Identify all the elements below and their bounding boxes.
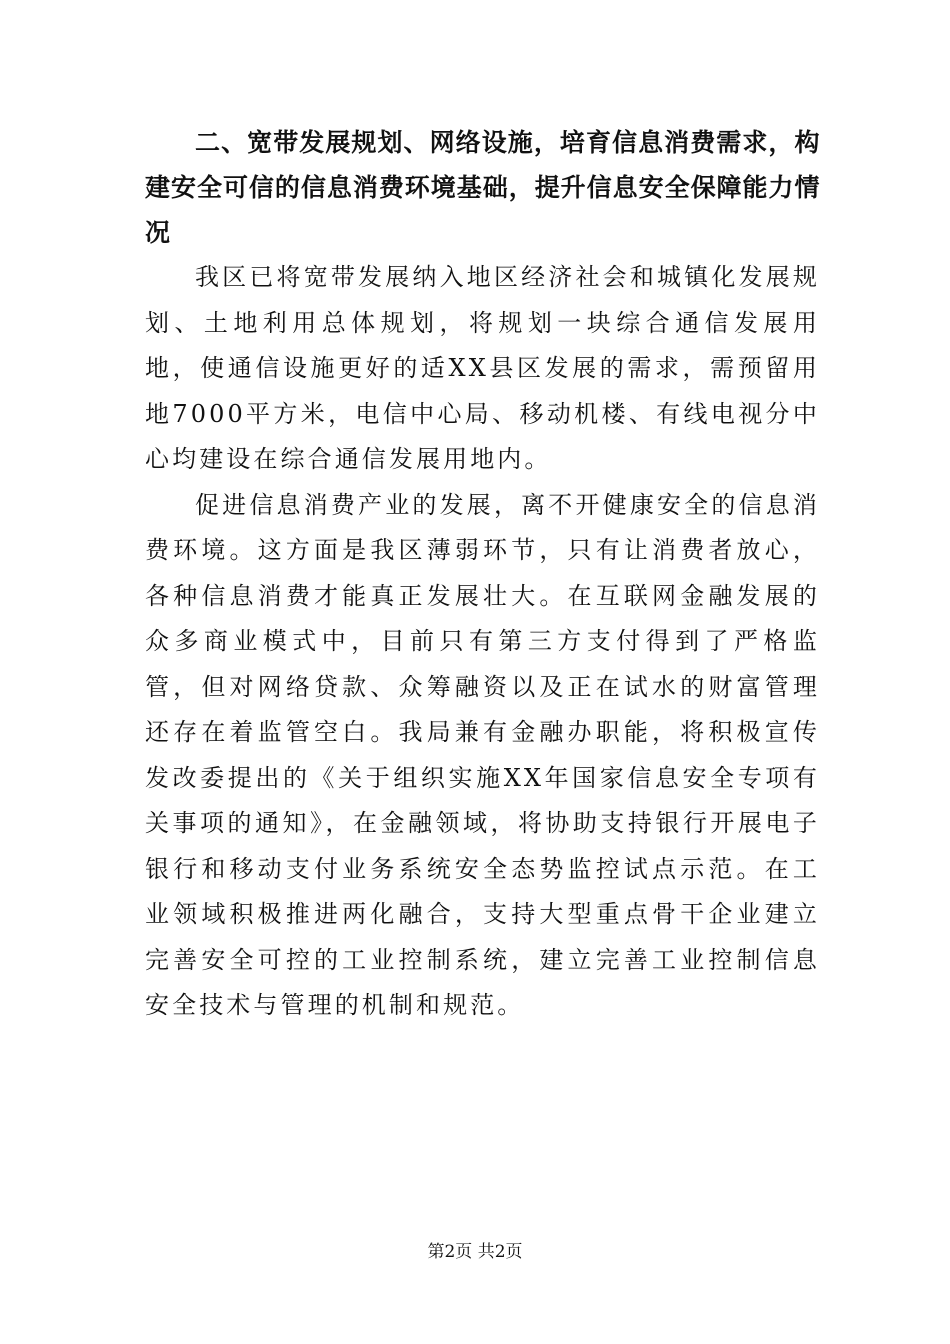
paragraph-info-security: 促进信息消费产业的发展，离不开健康安全的信息消费环境。这方面是我区薄弱环节，只有让消费者放心，各种信息消费才能真正发展壮大。在互联网金融发展的众多商业模式中，目前只有第三方支付得到了严格监管，但对网络贷款、众筹融资以及正在试水的财富管理还存在着监管空白。我局兼有金融办职能，将积极宣传发改委提出的《关于组织实施XX年国家信息安全专项有关事项的通知》，在金融领域，将协助支持银行开展电子银行和移动支付业务系统安全态势监控试点示范。在工业领域积极推进两化融合，支持大型重点骨干企业建立完善安全可控的工业控制系统，建立完善工业控制信息安全技术与管理的机制和规范。 — [145, 490, 820, 1019]
section-heading: 二、宽带发展规划、网络设施，培育信息消费需求，构建安全可信的信息消费环境基础，提升信息安全保障能力情况 — [145, 128, 820, 247]
page-number-footer: 第2页 共2页 — [427, 1242, 523, 1262]
document-body — [145, 120, 820, 1029]
paragraph-broadband-planning: 我区已将宽带发展纳入地区经济社会和城镇化发展规划、土地利用总体规划，将规划一块综合通信发展用地，使通信设施更好的适XX县区发展的需求，需预留用地7000平方米，电信中心局、移动机楼、有线电视分中心均建设在综合通信发展用地内。 — [145, 263, 820, 473]
